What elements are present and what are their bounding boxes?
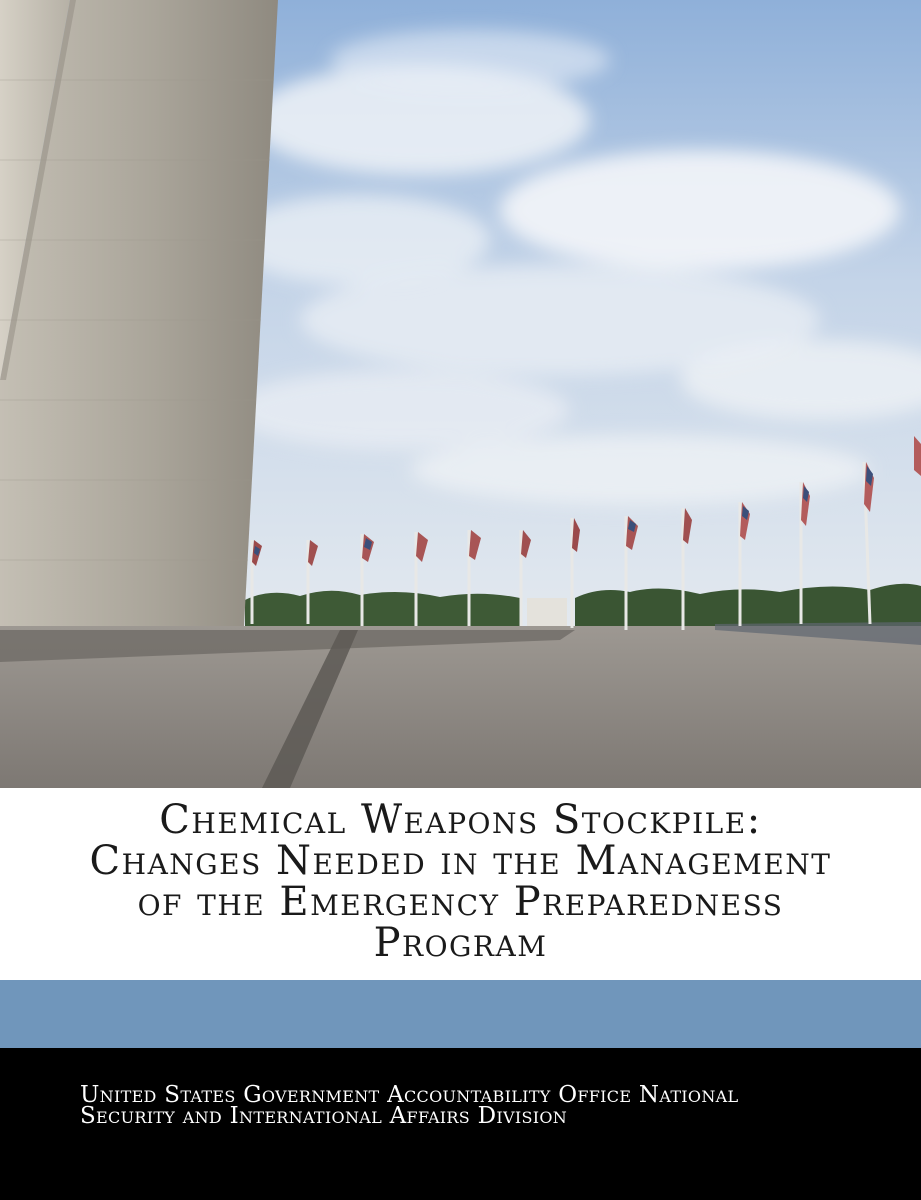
book-title <box>0 788 921 964</box>
title-line: Program <box>373 920 548 966</box>
accent-band <box>0 980 921 1048</box>
title-band <box>0 788 921 980</box>
memorial-building <box>527 598 567 626</box>
title-line: of the Emergency Preparedness <box>137 879 784 925</box>
author-band <box>0 1048 921 1200</box>
title-line: Chemical Weapons Stockpile: <box>159 797 762 843</box>
book-author <box>0 1048 921 1127</box>
monument <box>0 0 278 626</box>
author-line: United States Government Accountability Office National <box>80 1082 739 1108</box>
title-line: Changes Needed in the Management <box>89 838 832 884</box>
author-line: Security and International Affairs Division <box>80 1103 568 1129</box>
